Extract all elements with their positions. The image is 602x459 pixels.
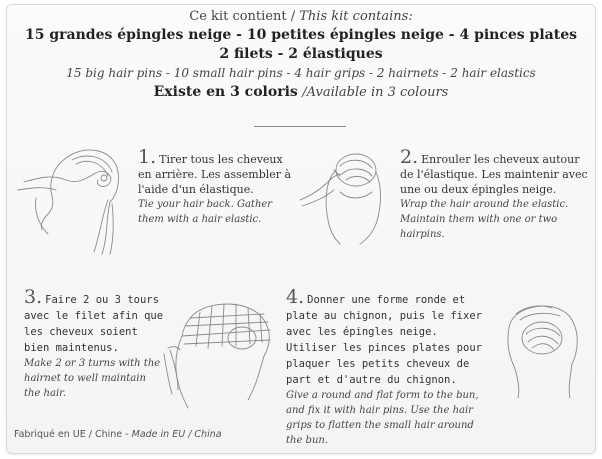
step-3-number: 3. (24, 286, 43, 308)
step-3 (24, 286, 164, 401)
kit-colors-en: /Available in 3 colours (302, 85, 449, 100)
step-1-text-fr: Tirer tous les cheveux en arrière. Les assembler à l'aide d'un élastique. (138, 153, 292, 196)
made-in-fr: Fabriqué en UE / Chine (14, 429, 123, 440)
kit-intro-en: This kit contains: (299, 9, 413, 24)
hairnet-illustration (160, 290, 282, 416)
kit-intro (0, 8, 602, 26)
step-4-text-en: Give a round and flat form to the bun, and fix it with hair pins. Use the hair grips to flatten the small hair around the bun. (286, 390, 479, 446)
kit-contents-header (0, 8, 602, 103)
step-4 (286, 286, 486, 448)
wrap-bun-illustration (296, 140, 396, 246)
kit-intro-separator: / (286, 9, 300, 24)
step-2-text-en: Wrap the hair around the elastic. Maintain them with one or two hairpins. (400, 199, 569, 240)
step-1-number: 1. (138, 146, 157, 168)
step-2-text-fr: Enrouler les cheveux autour de l'élastique. Les maintenir avec une ou deux épingles neige. (400, 153, 588, 196)
step-1-text-en: Tie your hair back. Gather them with a hair elastic. (138, 199, 273, 225)
kit-contents-line2: 2 filets - 2 élastiques (219, 46, 383, 62)
step-3-text-fr: Faire 2 ou 3 tours avec le filet afin que les cheveux soient bien maintenus. (24, 294, 164, 354)
step-4-number: 4. (286, 286, 305, 308)
kit-contents-en: 15 big hair pins - 10 small hair pins - 4 hair grips - 2 hairnets - 2 hair elastics (66, 66, 536, 80)
step-2-number: 2. (400, 146, 419, 168)
kit-contents-line1: 15 grandes épingles neige - 10 petites épingles neige - 4 pinces plates (25, 27, 577, 43)
origin-footer (14, 429, 222, 440)
step-3-text-en: Make 2 or 3 turns with the hairnet to well maintain the hair. (24, 358, 161, 399)
finished-bun-illustration (500, 294, 584, 400)
step-1 (138, 146, 298, 227)
kit-intro-fr: Ce kit contient (189, 9, 287, 24)
kit-colors-fr: Existe en 3 coloris (153, 84, 298, 100)
step-4-text-fr: Donner une forme ronde et plate au chignon, puis le fixer avec les épingles neige. Utiliser les pinces plates pour plaquer les petits cheveux de part et d'autre du chignon. (286, 294, 482, 386)
step-2 (400, 146, 590, 242)
ponytail-illustration (14, 138, 138, 258)
made-in-en: Made in EU / China (131, 429, 222, 440)
kit-colors (0, 82, 602, 103)
made-in-separator: - (122, 429, 132, 440)
header-divider (254, 126, 346, 127)
